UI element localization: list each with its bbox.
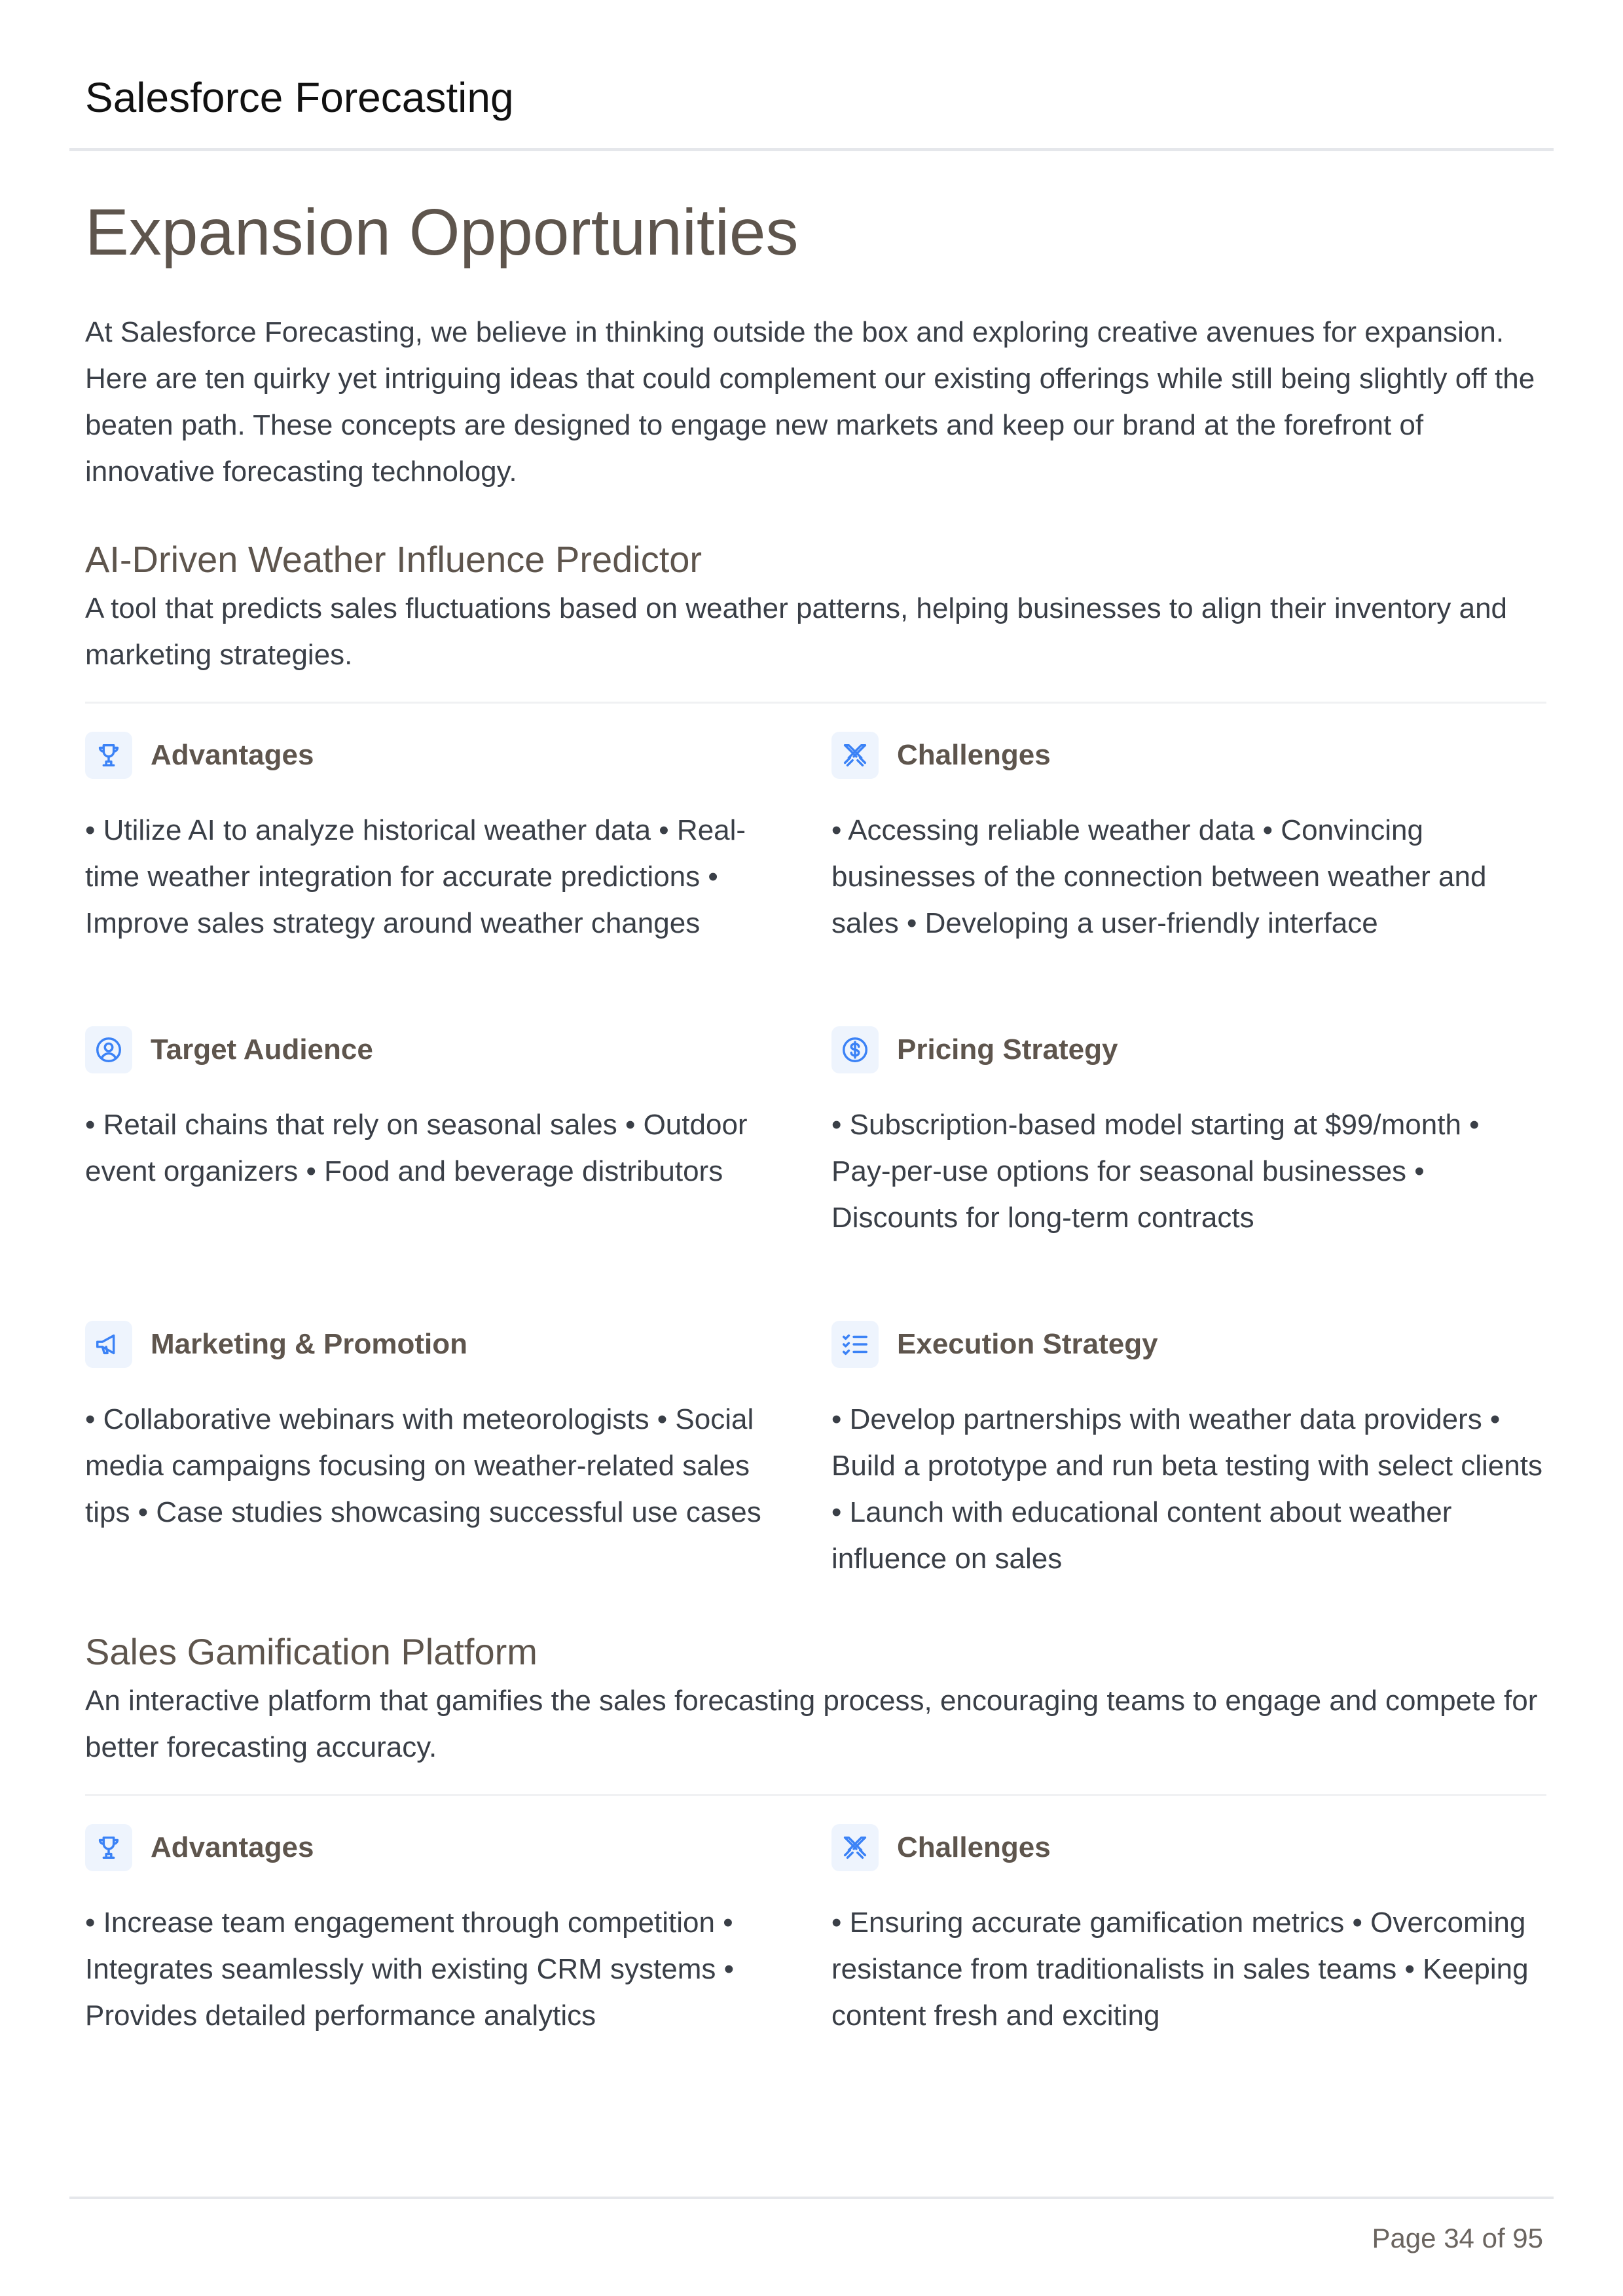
trophy-icon — [85, 1824, 132, 1871]
section-title: Sales Gamification Platform — [85, 1631, 538, 1672]
card-header — [831, 1024, 1546, 1075]
card-execution-strategy — [831, 1293, 1546, 1587]
intro-paragraph: At Salesforce Forecasting, we believe in thinking outside the box and exploring creative avenues for expansion. Here are ten quirky yet intriguing ideas that could complement our existing offerings while still being slightly off the beaten path. These concepts are designed to engage new markets and keep our brand at the forefront of innovative forecasting technology. — [85, 316, 1535, 488]
idea-section-gamification — [85, 1626, 1546, 2090]
card-header — [831, 1822, 1546, 1873]
card-header — [85, 1024, 800, 1075]
card-body: • Accessing reliable weather data • Convincing businesses of the connection between weather and sales • Developing a user-friendly interface — [831, 814, 1487, 939]
card-header — [831, 1319, 1546, 1370]
card-header — [85, 730, 800, 781]
card-title: Challenges — [897, 1831, 1051, 1863]
megaphone-icon — [85, 1321, 132, 1368]
card-header — [831, 730, 1546, 781]
card-body: • Utilize AI to analyze historical weather data • Real-time weather integration for accurate predictions • Improve sales strategy around weather changes — [85, 814, 746, 939]
card-header — [85, 1319, 800, 1370]
card-challenges — [831, 704, 1546, 998]
card-advantages — [85, 1796, 800, 2090]
card-target-audience — [85, 998, 800, 1293]
card-body: • Increase team engagement through competition • Integrates seamlessly with existing CRM systems • Provides detailed performance analytics — [85, 1907, 735, 2032]
card-title: Target Audience — [151, 1033, 373, 1066]
section-description: An interactive platform that gamifies the sales forecasting process, encouraging teams to engage and compete for better forecasting accuracy. — [85, 1685, 1538, 1763]
dollar-circle-icon — [831, 1026, 879, 1073]
card-header — [85, 1822, 800, 1873]
card-challenges — [831, 1796, 1546, 2090]
trophy-icon — [85, 732, 132, 779]
page-content — [85, 190, 1546, 2090]
footer-divider — [69, 2197, 1554, 2199]
crossed-swords-icon — [831, 732, 879, 779]
section-title: AI-Driven Weather Influence Predictor — [85, 539, 702, 580]
card-pricing-strategy — [831, 998, 1546, 1293]
brand-title: Salesforce Forecasting — [85, 74, 514, 121]
section-description: A tool that predicts sales fluctuations based on weather patterns, helping businesses to align their inventory and marketing strategies. — [85, 592, 1508, 671]
crossed-swords-icon — [831, 1824, 879, 1871]
card-advantages — [85, 704, 800, 998]
card-title: Marketing & Promotion — [151, 1328, 468, 1360]
card-title: Challenges — [897, 739, 1051, 771]
card-body: • Collaborative webinars with meteorologists • Social media campaigns focusing on weather-related sales tips • Case studies showcasing successful use cases — [85, 1403, 761, 1528]
card-title: Execution Strategy — [897, 1328, 1158, 1360]
card-grid — [85, 704, 1546, 1587]
user-circle-icon — [85, 1026, 132, 1073]
card-marketing-promotion — [85, 1293, 800, 1587]
card-body: • Retail chains that rely on seasonal sales • Outdoor event organizers • Food and beverage distributors — [85, 1109, 748, 1187]
page-number: Page 34 of 95 — [1372, 2223, 1543, 2253]
page-title: Expansion Opportunities — [85, 196, 799, 269]
checklist-icon — [831, 1321, 879, 1368]
card-body: • Develop partnerships with weather data providers • Build a prototype and run beta testing with select clients • Launch with educational content about weather influence on sales — [831, 1403, 1542, 1575]
idea-section-weather — [85, 534, 1546, 1587]
card-grid — [85, 1796, 1546, 2090]
card-title: Advantages — [151, 739, 314, 771]
card-body: • Ensuring accurate gamification metrics • Overcoming resistance from traditionalists in sales teams • Keeping content fresh and exciting — [831, 1907, 1529, 2032]
card-body: • Subscription-based model starting at $99/month • Pay-per-use options for seasonal businesses • Discounts for long-term contracts — [831, 1109, 1480, 1234]
page-header — [69, 0, 1554, 151]
card-title: Advantages — [151, 1831, 314, 1863]
card-title: Pricing Strategy — [897, 1033, 1118, 1066]
